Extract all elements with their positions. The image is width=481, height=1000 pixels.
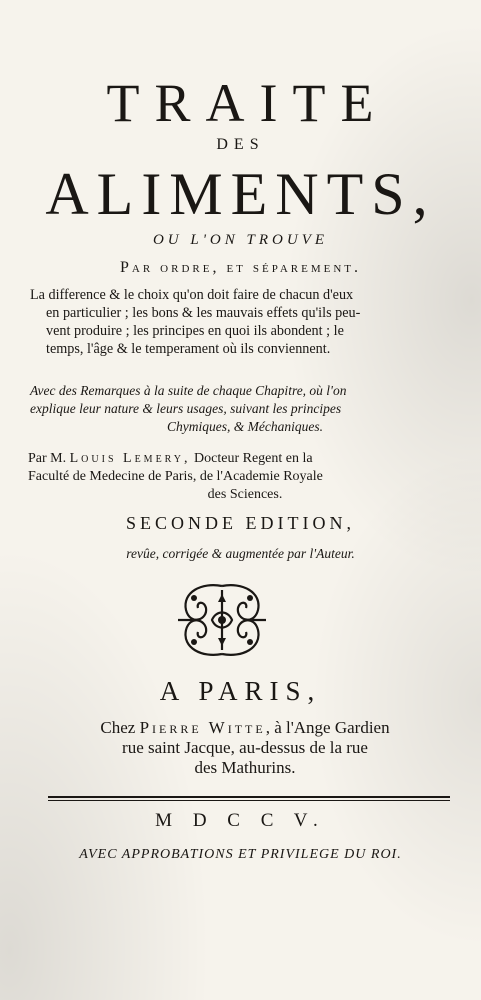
remarks-paragraph (30, 382, 460, 436)
author-rest: Docteur Regent en la (190, 451, 313, 466)
double-rule-top (48, 796, 450, 798)
subtitle-par-ordre: Par ordre, et séparement. (119, 259, 361, 276)
remarks-line: Avec des Remarques à la suite de chaque Chapitre, où l'on (30, 383, 347, 398)
publisher-name: Pierre Witte (139, 718, 266, 737)
description-line: vent produire ; les principes en quoi ils abondent ; le (46, 323, 344, 339)
title-line-aliments: ALIMENTS, (45, 161, 436, 227)
title-connector-des: DES (216, 136, 265, 153)
double-rule-bottom (48, 800, 450, 801)
author-paragraph (28, 450, 462, 504)
author-name: Louis Lemery, (69, 451, 191, 466)
subtitle-ou-lon-trouve: OU L'ON TROUVE (152, 232, 329, 248)
remarks-line: Chymiques, & Méchaniques. (167, 419, 323, 434)
description-line: en particulier ; les bons & les mauvais effets qu'ils peu- (46, 305, 361, 321)
imprint-publisher (30, 718, 460, 778)
revision-note: revûe, corrigée & augmentée par l'Auteur. (126, 546, 355, 561)
ornament-icon (172, 580, 272, 660)
author-prefix: Par M. (28, 451, 70, 466)
description-line: La difference & le choix qu'on doit faire de chacun d'eux (30, 287, 354, 303)
edition-label: SECONDE EDITION, (126, 513, 355, 533)
author-line: des Sciences. (207, 487, 283, 502)
imprint-sign: , à l'Ange Gardien (265, 718, 390, 737)
description-paragraph (30, 286, 460, 358)
remarks-line: explique leur nature & leurs usages, suivant les principes (30, 401, 342, 416)
imprint-chez: Chez (100, 718, 140, 737)
author-line: Faculté de Medecine de Paris, de l'Academie Royale (28, 469, 323, 484)
imprint-line: rue saint Jacque, au-dessus de la rue (122, 738, 368, 757)
imprint-city: A PARIS, (159, 676, 322, 706)
imprint-line: des Mathurins. (194, 758, 296, 777)
description-line: temps, l'âge & le temperament où ils conviennent. (46, 341, 331, 357)
privilege-line: AVEC APPROBATIONS ET PRIVILEGE DU ROI. (79, 847, 402, 862)
imprint-line (30, 718, 460, 738)
author-line (28, 450, 462, 468)
title-line-traite: TRAITE (106, 73, 389, 133)
publication-year: M D C C V. (155, 810, 326, 831)
